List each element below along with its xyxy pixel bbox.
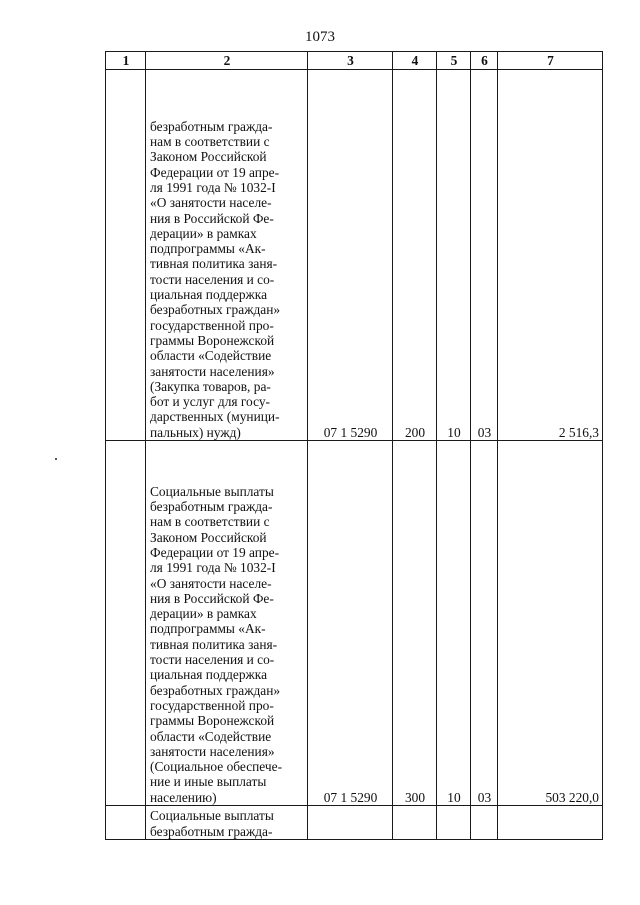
expense-type-cell (393, 806, 437, 840)
amount-cell (498, 806, 603, 840)
table-row (106, 806, 603, 840)
program-code-cell (308, 806, 393, 840)
stray-mark (55, 458, 57, 460)
page-number: 1073 (305, 29, 335, 45)
item-name-cell: безработным гражда- нам в соответствии с Законом Российской Федерации от 19 апре- ля 1991 года № 1032-I «О занятости населе- ния в Российской Фе- дерации» в рамках подпрограммы «Ак- тивная политика заня- тости населения и со- циальная поддержка безработных граждан» государственной про- граммы Воронежской области «Содействие занятости населения» (Закупка товаров, ра- бот и услуг для госу- дарственных (муници- пальных) нужд) (146, 70, 308, 441)
subsection-cell (471, 806, 498, 840)
item-name-cell: Социальные выплаты безработным гражда- (146, 806, 308, 840)
program-code-cell: 07 1 5290 (308, 70, 393, 441)
header-col-3: 3 (308, 52, 393, 70)
budget-table (105, 51, 603, 840)
header-col-5: 5 (437, 52, 471, 70)
header-col-4: 4 (393, 52, 437, 70)
header-col-6: 6 (471, 52, 498, 70)
subsection-cell: 03 (471, 70, 498, 441)
program-code-cell: 07 1 5290 (308, 441, 393, 806)
expense-type-cell: 300 (393, 441, 437, 806)
header-col-7: 7 (498, 52, 603, 70)
expense-type-cell: 200 (393, 70, 437, 441)
item-name-cell: Социальные выплаты безработным гражда- нам в соответствии с Законом Российской Федерации от 19 апре- ля 1991 года № 1032-I «О занятости населе- ния в Российской Фе- дерации» в рамках подпрограммы «Ак- тивная политика заня- тости населения и со- циальная поддержка безработных граждан» государственной про- граммы Воронежской области «Содействие занятости населения» (Социальное обеспече- ние и иные выплаты населению) (146, 441, 308, 806)
amount-cell: 503 220,0 (498, 441, 603, 806)
section-cell: 10 (437, 441, 471, 806)
header-col-2: 2 (146, 52, 308, 70)
section-cell: 10 (437, 70, 471, 441)
table-row (106, 70, 603, 441)
row-number-cell (106, 70, 146, 441)
row-number-cell (106, 806, 146, 840)
amount-cell: 2 516,3 (498, 70, 603, 441)
table-row (106, 441, 603, 806)
subsection-cell: 03 (471, 441, 498, 806)
row-number-cell (106, 441, 146, 806)
header-row (106, 52, 603, 70)
header-col-1: 1 (106, 52, 146, 70)
section-cell (437, 806, 471, 840)
